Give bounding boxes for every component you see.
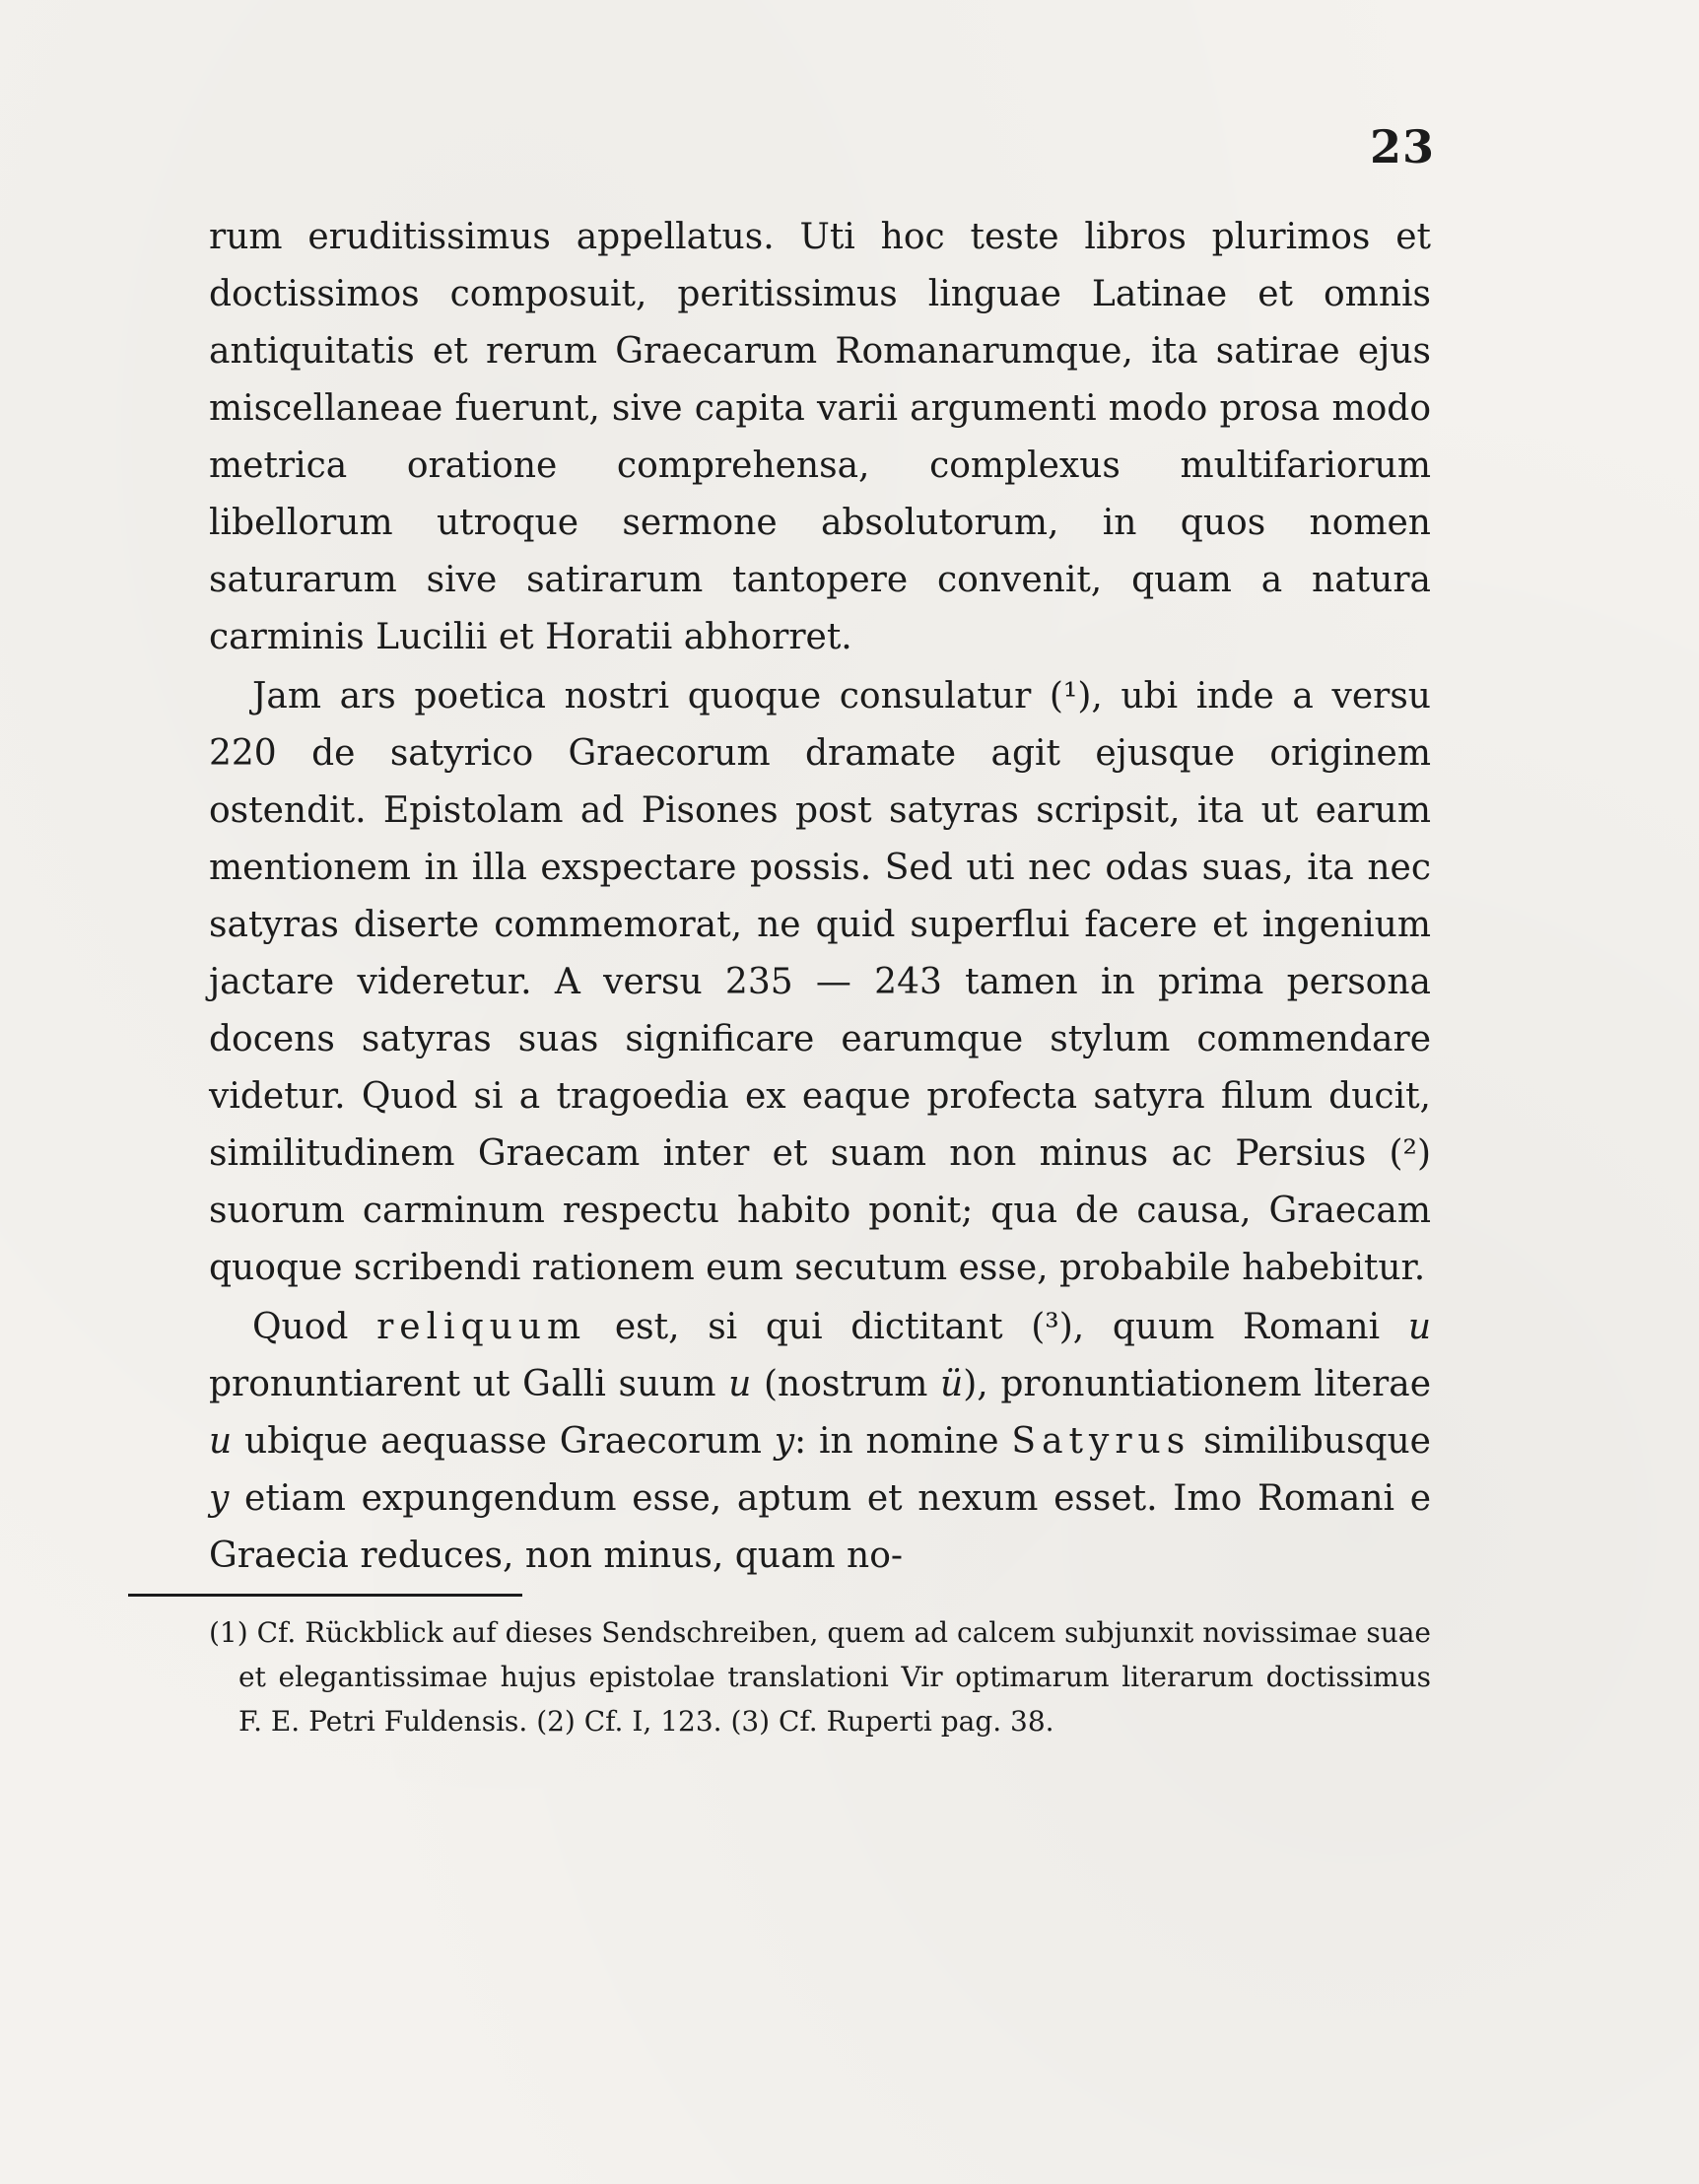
italic-letter: y [209, 1478, 230, 1519]
spaced-word: Satyrus [1011, 1421, 1191, 1462]
italic-letter: u [209, 1421, 233, 1462]
paragraph-3-text: est, si qui dictitant (³), quum Romani [586, 1307, 1408, 1347]
spaced-word: reliquum [376, 1307, 587, 1347]
paragraph-3-text: pronuntiarent ut Galli suum [209, 1364, 729, 1404]
paragraph-3-text: (nostrum [751, 1364, 941, 1404]
paragraph-3-text: Quod [252, 1307, 377, 1347]
paragraph-3-text: etiam expungendum esse, aptum et nexum esset. Imo Romani e Graecia reduces, non minus, quam no- [209, 1478, 1431, 1576]
footnote-divider [128, 1594, 522, 1597]
footnote-text: (1) Cf. Rückblick auf dieses Sendschreiben, quem ad calcem subjunxit novissimae suae et elegantissimae hujus epistolae translationi Vir optimarum literarum doctissimus F. E. Petri Fuldensis. (2) Cf. I, 123. (3) Cf. Ruperti pag. 38. [209, 1616, 1431, 1738]
italic-letter: u [1407, 1307, 1431, 1347]
page-number: 23 [1369, 120, 1435, 173]
paragraph-3-text: ubique aequasse Graecorum [232, 1421, 775, 1462]
main-text [209, 209, 1431, 1585]
paragraph-1: rum eruditissimus appellatus. Uti hoc teste libros plurimos et doctissimos composuit, peritissimus linguae Latinae et omnis antiquitatis et rerum Graecarum Romanarumque, ita satirae ejus miscellaneae fuerunt, sive capita varii argumenti modo prosa modo metrica oratione comprehensa, complexus multifariorum libellorum utroque sermone absolutorum, in quos nomen saturarum sive satirarum tantopere convenit, quam a natura carminis Lucilii et Horatii abhorret. [209, 217, 1431, 657]
italic-letter: ü [940, 1364, 964, 1404]
paragraph-3-text: similibusque [1190, 1421, 1431, 1462]
footnotes [209, 1610, 1431, 1743]
paragraph-3 [209, 1299, 1431, 1585]
paragraph-3-text: : in nomine [794, 1421, 1012, 1462]
paragraph-2: Jam ars poetica nostri quoque consulatur (¹), ubi inde a versu 220 de satyrico Graecorum dramate agit ejusque originem ostendit. Epistolam ad Pisones post satyras scripsit, ita ut earum mentionem in illa exspectare possis. Sed uti nec odas suas, ita nec satyras diserte commemorat, ne quid superflui facere et ingenium jactare videretur. A versu 235 — 243 tamen in prima persona docens satyras suas significare earumque stylum commendare videtur. Quod si a tragoedia ex eaque profecta satyra filum ducit, similitudinem Graecam inter et suam non minus ac Persius (²) suorum carminum respectu habito ponit; qua de causa, Graecam quoque scribendi rationem eum secutum esse, probabile habebitur. [209, 676, 1431, 1288]
italic-letter: u [728, 1364, 752, 1404]
paragraph-3-text: ), pronuntiationem literae [963, 1364, 1432, 1404]
italic-letter: y [774, 1421, 795, 1462]
